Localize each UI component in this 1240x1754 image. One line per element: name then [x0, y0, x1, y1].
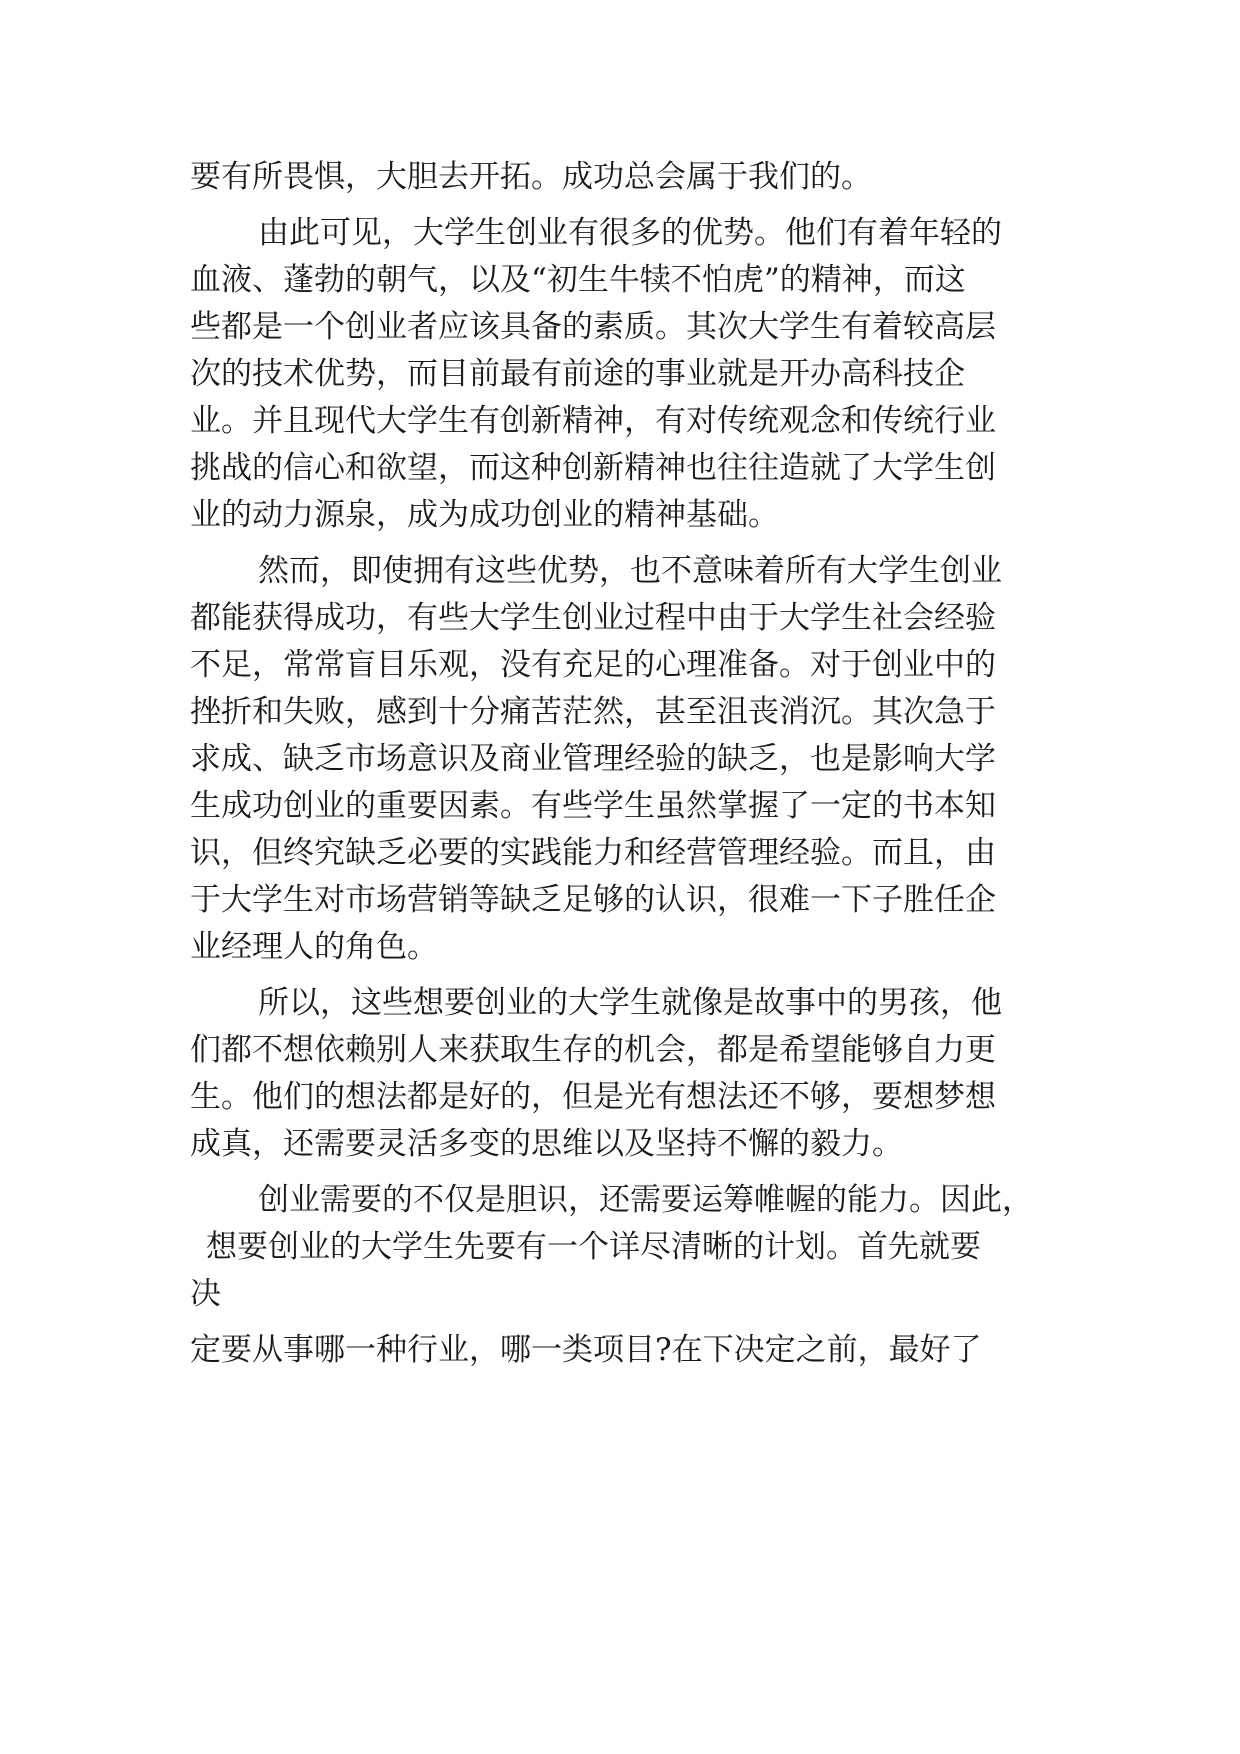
text-line: 业。并且现代大学生有创新精神，有对传统观念和传统行业 [190, 403, 996, 439]
text-line: 挑战的信心和欲望，而这种创新精神也往往造就了大学生创 [190, 450, 996, 486]
paragraph-first-line: 由此可见，大学生创业有很多的优势。他们有着年轻的 [258, 215, 1002, 251]
text-line: 血液、蓬勃的朝气，以及“初生牛犊不怕虎”的精神，而这 [190, 262, 966, 298]
text-line: 生成功创业的重要因素。有些学生虽然掌握了一定的书本知 [190, 788, 996, 824]
text-line: 于大学生对市场营销等缺乏足够的认识，很难一下子胜任企 [190, 882, 996, 918]
text-line: 成真，还需要灵活多变的思维以及坚持不懈的毅力。 [190, 1126, 903, 1162]
text-line: 些都是一个创业者应该具备的素质。其次大学生有着较高层 [190, 309, 996, 345]
text-line: 要有所畏惧，大胆去开拓。成功总会属于我们的。 [190, 159, 872, 195]
text-line: 求成、缺乏市场意识及商业管理经验的缺乏，也是影响大学 [190, 741, 996, 777]
text-line: 生。他们的想法都是好的，但是光有想法还不够，要想梦想 [190, 1079, 996, 1115]
text-line: 业的动力源泉，成为成功创业的精神基础。 [190, 497, 779, 533]
text-line: 业经理人的角色。 [190, 929, 438, 965]
text-line: 不足，常常盲目乐观，没有充足的心理准备。对于创业中的 [190, 647, 996, 683]
text-line: 们都不想依赖别人来获取生存的机会，都是希望能够自力更 [190, 1032, 996, 1068]
text-line: 决 [190, 1276, 221, 1312]
text-line: 挫折和失败，感到十分痛苦茫然，甚至沮丧消沉。其次急于 [190, 694, 996, 730]
paragraph-first-line: 创业需要的不仅是胆识，还需要运筹帷幄的能力。因此， [258, 1182, 1033, 1218]
text-line: 次的技术优势，而目前最有前途的事业就是开办高科技企 [190, 356, 965, 392]
text-line: 定要从事哪一种行业，哪一类项目?在下决定之前，最好了 [190, 1332, 982, 1368]
paragraph-first-line: 然而，即使拥有这些优势，也不意味着所有大学生创业 [258, 553, 1002, 589]
paragraph-first-line: 所以，这些想要创业的大学生就像是故事中的男孩，他 [258, 985, 1002, 1021]
text-line: 都能获得成功，有些大学生创业过程中由于大学生社会经验 [190, 600, 996, 636]
document-body [190, 154, 1060, 1374]
text-line: 想要创业的大学生先要有一个详尽清晰的计划。首先就要 [206, 1229, 981, 1265]
text-line: 识，但终究缺乏必要的实践能力和经营管理经验。而且，由 [190, 835, 996, 871]
